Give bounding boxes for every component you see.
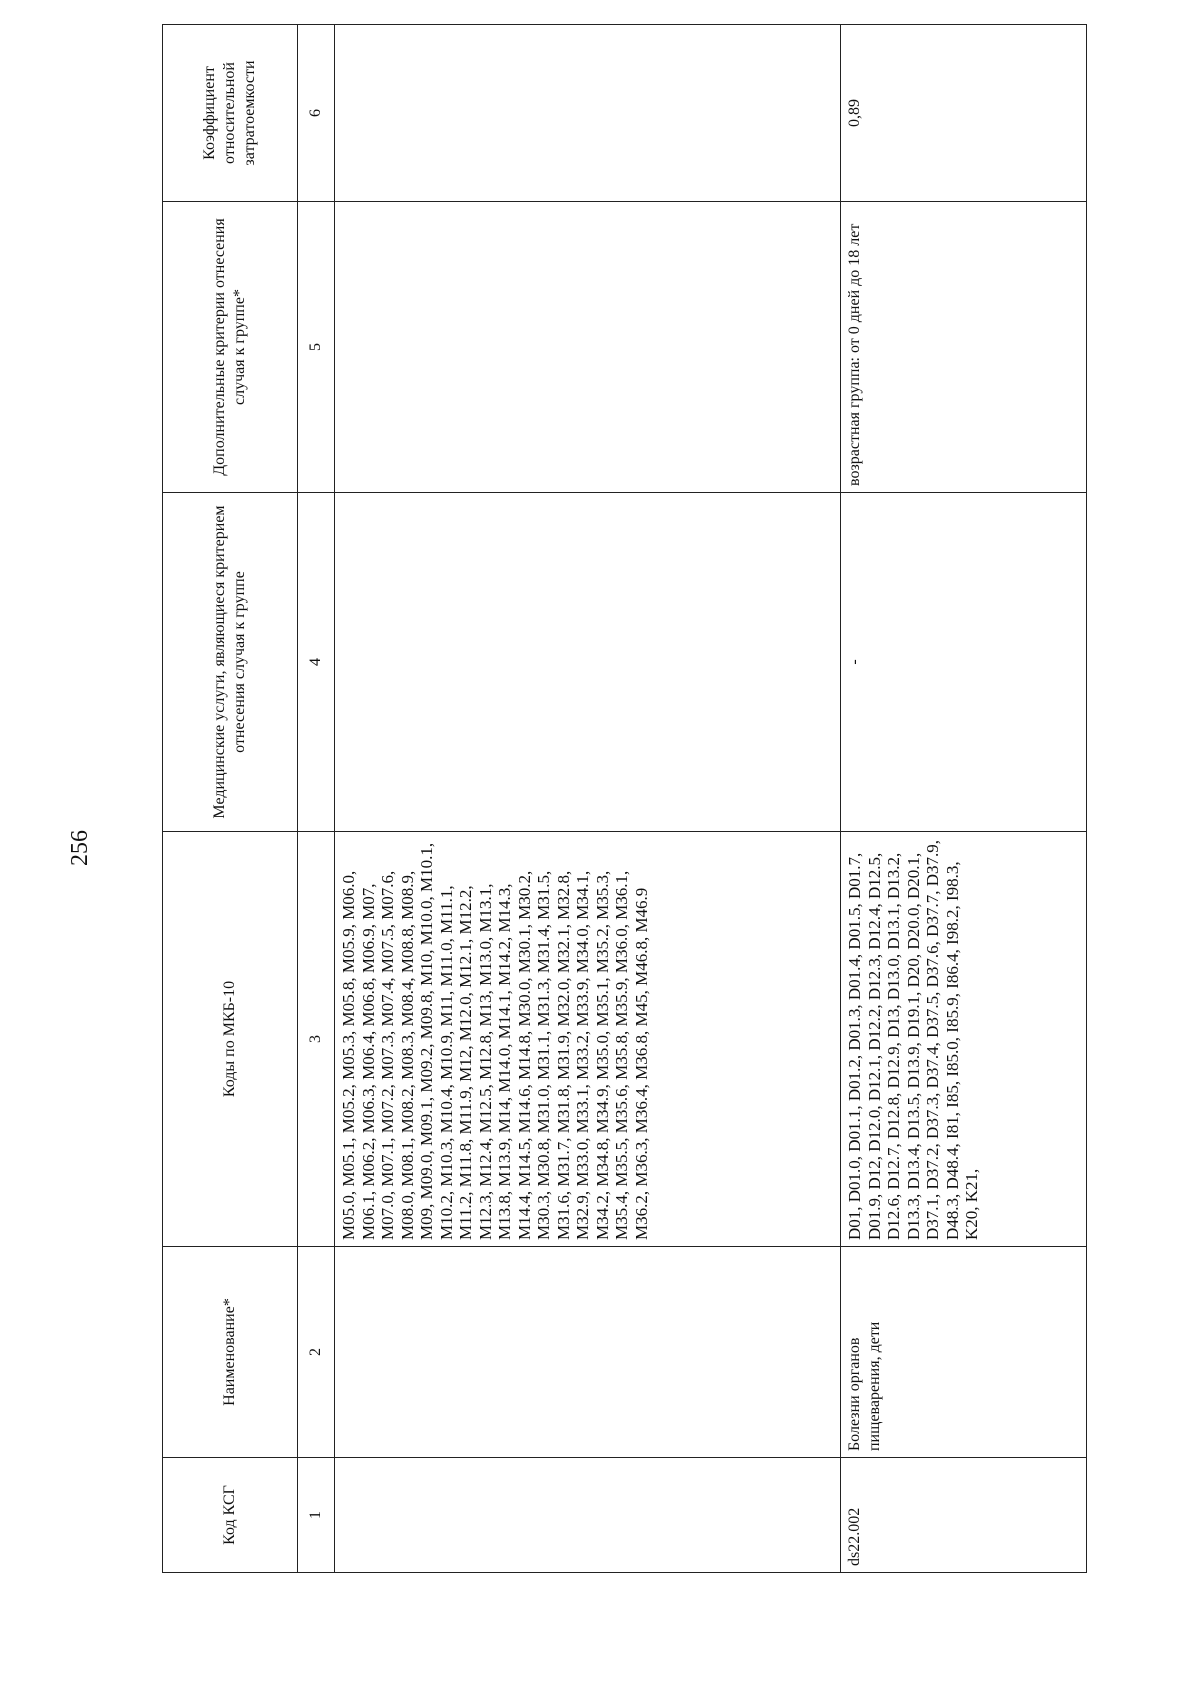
header-ksg-code: Код КСГ [163, 1458, 298, 1573]
page-number: 256 [66, 830, 93, 866]
header-name: Наименование* [163, 1247, 298, 1458]
column-number: 6 [298, 25, 335, 202]
header-mkb-codes: Коды по МКБ-10 [163, 832, 298, 1247]
cell-criteria: возрастная группа: от 0 дней до 18 лет [841, 202, 1087, 493]
cell-services: - [841, 493, 1087, 832]
table-header-row [163, 25, 298, 1573]
header-criteria: Дополнительные критерии отнесения случая к группе* [163, 202, 298, 493]
cell-mkb-codes: M05.0, M05.1, M05.2, M05.3, M05.8, M05.9, M06.0, M06.1, M06.2, M06.3, M06.4, M06.8, M06.9, M07, M07.0, M07.1, M07.2, M07.3, M07.4, M07.5, M07.6, M08.0, M08.1, M08.2, M08.3, M08.4, M08.8, M08.9, M09, M09.0, M09.1, M09.2, M09.8, M10, M10.0, M10.1, M10.2, M10.3, M10.4, M10.9, M11, M11.0, M11.1, M11.2, M11.8, M11.9, M12, M12.0, M12.1, M12.2, M12.3, M12.4, M12.5, M12.8, M13, M13.0, M13.1, M13.8, M13.9, M14, M14.0, M14.1, M14.2, M14.3, M14.4, M14.5, M14.6, M14.8, M30.0, M30.1, M30.2, M30.3, M30.8, M31.0, M31.1, M31.3, M31.4, M31.5, M31.6, M31.7, M31.8, M31.9, M32.0, M32.1, M32.8, M32.9, M33.0, M33.1, M33.2, M33.9, M34.0, M34.1, M34.2, M34.8, M34.9, M35.0, M35.1, M35.2, M35.3, M35.4, M35.5, M35.6, M35.8, M35.9, M36.0, M36.1, M36.2, M36.3, M36.4, M36.8, M45, M46.8, M46.9 [335, 832, 841, 1247]
column-number: 3 [298, 832, 335, 1247]
cell-ksg-code: ds22.002 [841, 1458, 1087, 1573]
column-number-row [298, 25, 335, 1573]
column-number: 5 [298, 202, 335, 493]
cell-name [335, 1247, 841, 1458]
ksg-table [162, 24, 1087, 1573]
cell-services [335, 493, 841, 832]
column-number: 1 [298, 1458, 335, 1573]
table-row [841, 25, 1087, 1573]
cell-mkb-codes: D01, D01.0, D01.1, D01.2, D01.3, D01.4, D01.5, D01.7, D01.9, D12, D12.0, D12.1, D12.2, D12.3, D12.4, D12.5, D12.6, D12.7, D12.8, D12.9, D13, D13.0, D13.1, D13.2, D13.3, D13.4, D13.5, D13.9, D19.1, D20, D20.0, D20.1, D37.1, D37.2, D37.3, D37.4, D37.5, D37.6, D37.7, D37.9, D48.3, D48.4, I81, I85, I85.0, I85.9, I86.4, I98.2, I98.3, K20, K21, [841, 832, 1087, 1247]
ksg-table-container [162, 60, 1087, 1573]
cell-criteria [335, 202, 841, 493]
cell-coefficient: 0,89 [841, 25, 1087, 202]
column-number: 2 [298, 1247, 335, 1458]
table-row [335, 25, 841, 1573]
cell-coefficient [335, 25, 841, 202]
column-number: 4 [298, 493, 335, 832]
header-services: Медицинские услуги, являющиеся критерием отнесения случая к группе [163, 493, 298, 832]
cell-ksg-code [335, 1458, 841, 1573]
header-coefficient: Коэффициент относительной затратоемкости [163, 25, 298, 202]
cell-name: Болезни органов пищеварения, дети [841, 1247, 1087, 1458]
